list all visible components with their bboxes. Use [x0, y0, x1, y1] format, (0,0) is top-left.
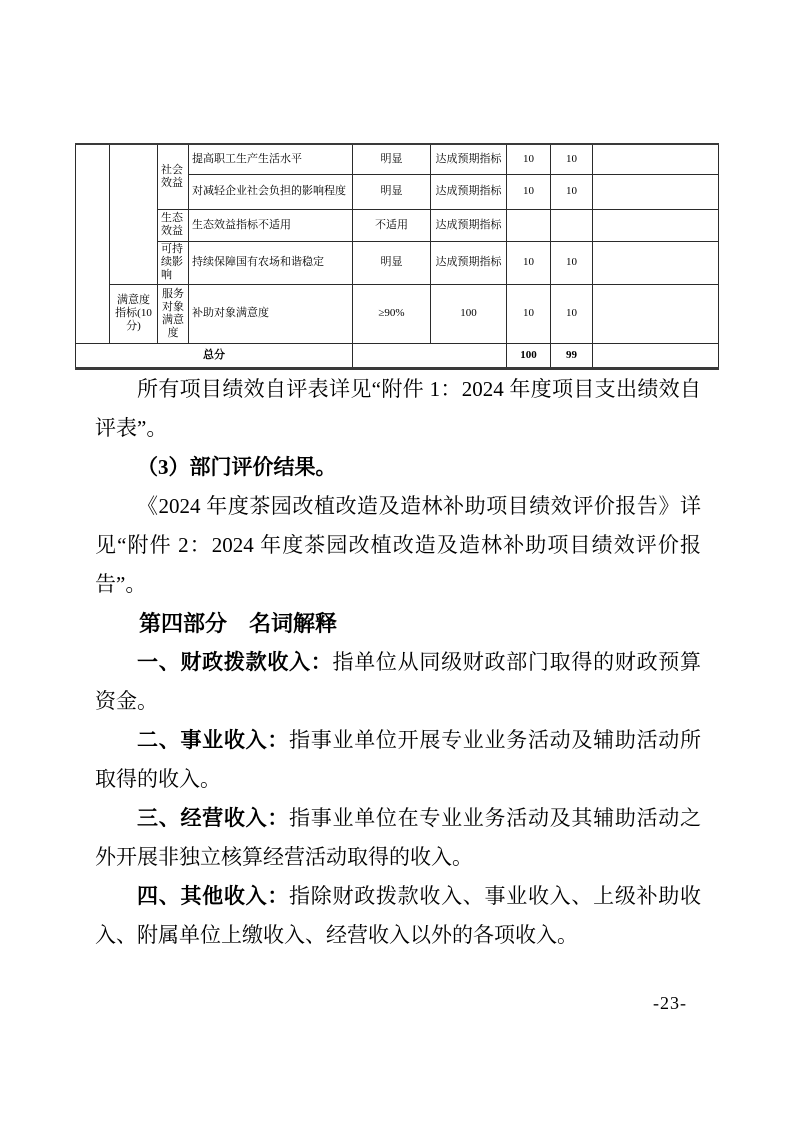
term-item-1 — [95, 643, 701, 721]
cell-level2: 可持续影响 — [158, 241, 189, 284]
cell-remark — [593, 174, 719, 209]
cell-level2: 社会效益 — [158, 144, 189, 209]
cell-full-score — [507, 209, 551, 241]
cell-target: ≥90% — [353, 284, 431, 343]
cell-score: 10 — [551, 174, 593, 209]
term-body: 指事业单位在专业业务活动及其辅助活动之外开展非独立核算经营活动取得的收入。 — [95, 806, 702, 869]
cell-target: 不适用 — [353, 209, 431, 241]
term-item-3 — [95, 799, 701, 877]
cell-remark — [593, 144, 719, 174]
cell-total-score: 99 — [551, 343, 593, 368]
cell-indicator: 对减轻企业社会负担的影响程度 — [189, 174, 353, 209]
cell-full-score: 10 — [507, 144, 551, 174]
cell-completion: 达成预期指标 — [431, 241, 507, 284]
table-row — [76, 144, 719, 174]
cell-target: 明显 — [353, 144, 431, 174]
cell-completion: 达成预期指标 — [431, 209, 507, 241]
cell-score: 10 — [551, 144, 593, 174]
cell-completion: 达成预期指标 — [431, 174, 507, 209]
cell-full-score: 10 — [507, 284, 551, 343]
term-item-2 — [95, 721, 701, 799]
subsection-heading-dept-eval: （3）部门评价结果。 — [137, 455, 337, 479]
table-row — [76, 209, 719, 241]
cell-remark — [593, 209, 719, 241]
cell-indicator: 持续保障国有农场和谐稳定 — [189, 241, 353, 284]
table-row — [76, 284, 719, 343]
cell-score: 10 — [551, 241, 593, 284]
cell-score: 10 — [551, 284, 593, 343]
cell-remark — [593, 241, 719, 284]
cell-target: 明显 — [353, 241, 431, 284]
performance-self-eval-table — [75, 143, 719, 370]
cell-target: 明显 — [353, 174, 431, 209]
paragraph-attachment2: 《2024 年度茶园改植改造及造林补助项目绩效评价报告》详见“附件 2：2024 年度茶园改植改造及造林补助项目绩效评价报告”。 — [95, 494, 701, 596]
term-lead: 一、财政拨款收入： — [137, 650, 333, 674]
table-total-row — [76, 343, 719, 368]
section-heading-part4: 第四部分 名词解释 — [139, 611, 338, 636]
paragraph-attachment1: 所有项目绩效自评表详见“附件 1：2024 年度项目支出绩效自评表”。 — [95, 377, 701, 440]
cell-indicator: 提高职工生产生活水平 — [189, 144, 353, 174]
cell-indicator: 生态效益指标不适用 — [189, 209, 353, 241]
cell-left-continuation — [76, 144, 110, 343]
cell-full-score: 10 — [507, 174, 551, 209]
term-body: 指事业单位开展专业业务活动及辅助活动所取得的收入。 — [95, 728, 702, 791]
body-text — [95, 370, 701, 955]
cell-empty — [353, 343, 507, 368]
cell-level2: 服务对象满意度 — [158, 284, 189, 343]
cell-remark — [593, 343, 719, 368]
cell-indicator: 补助对象满意度 — [189, 284, 353, 343]
term-item-4 — [95, 877, 701, 955]
cell-remark — [593, 284, 719, 343]
cell-full-score: 10 — [507, 241, 551, 284]
cell-level2: 生态效益 — [158, 209, 189, 241]
term-lead: 二、事业收入： — [137, 728, 290, 752]
term-lead: 三、经营收入： — [137, 806, 290, 830]
cell-completion: 达成预期指标 — [431, 144, 507, 174]
cell-level1-continuation — [110, 144, 158, 284]
term-lead: 四、其他收入： — [137, 884, 290, 908]
page-number: -23- — [653, 993, 687, 1013]
term-body: 指除财政拨款收入、事业收入、上级补助收入、附属单位上缴收入、经营收入以外的各项收入。 — [95, 884, 702, 947]
cell-total-full-score: 100 — [507, 343, 551, 368]
cell-score — [551, 209, 593, 241]
cell-total-label: 总分 — [76, 343, 353, 368]
term-body: 指单位从同级财政部门取得的财政预算资金。 — [95, 650, 702, 713]
cell-completion: 100 — [431, 284, 507, 343]
table-row — [76, 241, 719, 284]
cell-level1: 满意度指标(10 分) — [110, 284, 158, 343]
